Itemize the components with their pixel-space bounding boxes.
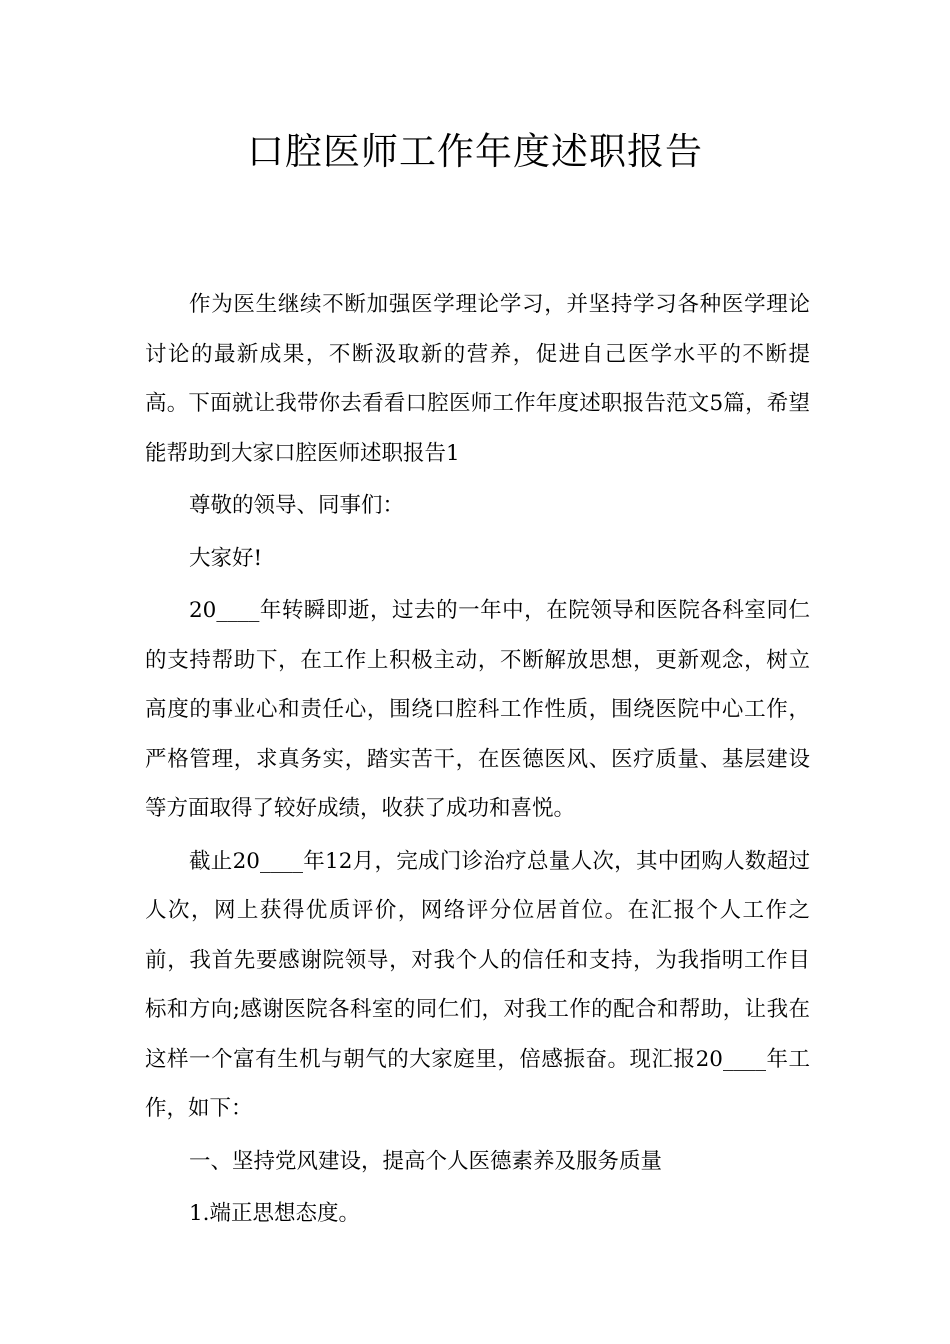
section-heading-1: 一、坚持党风建设，提高个人医德素养及服务质量 — [189, 1148, 663, 1174]
document-body — [145, 280, 810, 1239]
paragraph-work-statistics: 截止20____年12月，完成门诊治疗总量人次，其中团购人数超过人次，网上获得优质评价，网络评分位居首位。在汇报个人工作之前，我首先要感谢院领导，对我个人的信任和支持，为我指明工作目标和方向;感谢医院各科室的同仁们，对我工作的配合和帮助，让我在这样一个富有生机与朝气的大家庭里，倍感振奋。现汇报20____年工作，如下： — [145, 848, 810, 1121]
paragraph-greeting: 大家好! — [189, 545, 263, 571]
paragraph-salutation: 尊敬的领导、同事们： — [189, 493, 405, 518]
paragraph-year-summary: 20____年转瞬即逝，过去的一年中，在院领导和医院各科室同仁的支持帮助下，在工作上积极主动，不断解放思想，更新观念，树立高度的事业心和责任心，围绕口腔科工作性质，围绕医院中心工作，严格管理，求真务实，踏实苦干，在医德医风、医疗质量、基层建设等方面取得了较好成绩，收获了成功和喜悦。 — [145, 598, 810, 821]
document-title: 口腔医师工作年度述职报告 — [247, 130, 703, 173]
paragraph-intro: 作为医生继续不断加强医学理论学习，并坚持学习各种医学理论讨论的最新成果，不断汲取新的营养，促进自己医学水平的不断提高。下面就让我带你去看看口腔医师工作年度述职报告范文5篇，希望能帮助到大家口腔医师述职报告1 — [145, 292, 810, 466]
subsection-heading-1-1: 1.端正思想态度。 — [189, 1201, 361, 1226]
